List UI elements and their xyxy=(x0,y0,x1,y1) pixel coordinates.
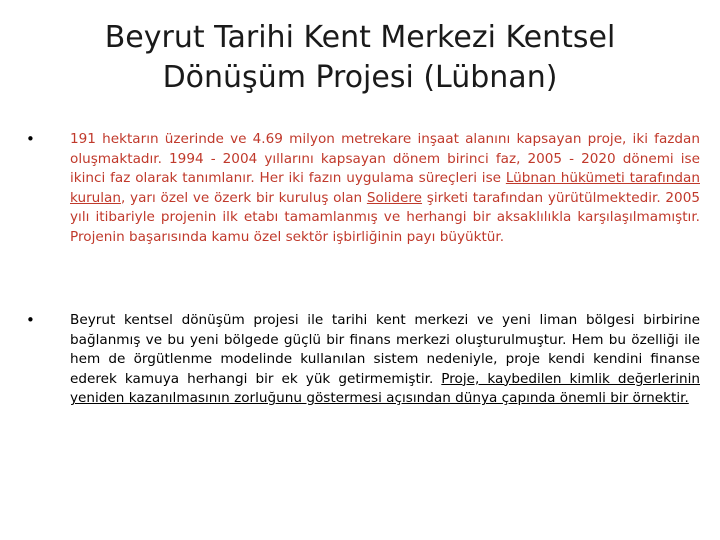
paragraph-text: , yarı özel ve özerk bir kuruluş olan xyxy=(121,189,367,206)
slide-title xyxy=(40,18,680,98)
paragraph-text: şirketi tarafından yürütülmektedir. 2005 yılı itibariyle projenin ilk etabı tamamlanmış ve herhangi bir aksaklılıkla karşılaşılmamıştır. Projenin başarısında kamu özel sektör işbirliğinin payı büyüktür. xyxy=(70,189,700,245)
bullet-item-1 xyxy=(26,130,706,248)
underlined-phrase: Proje, kaybedilen kimlik değerlerinin yeniden kazanılmasının zorluğunu göstermesi açısından dünya çapında önemli bir örnektir. xyxy=(70,370,700,407)
bullet-paragraph-1 xyxy=(70,130,700,248)
bullet-paragraph-2 xyxy=(70,311,700,409)
bullet-item-2 xyxy=(26,311,706,409)
bullet-marker: • xyxy=(26,311,35,329)
slide-title-line-1: Beyrut Tarihi Kent Merkezi Kentsel xyxy=(104,20,616,55)
company-name-link: Solidere xyxy=(366,189,423,206)
bullet-marker: • xyxy=(26,130,35,148)
slide-title-line-2: Dönüşüm Projesi (Lübnan) xyxy=(162,60,558,95)
underlined-phrase: Lübnan hükümeti tarafından kurulan xyxy=(70,170,700,206)
paragraph-text: Beyrut kentsel dönüşüm projesi ile tarihi kent merkezi ve yeni liman bölgesi birbirine bağlanmış ve bu yeni bölgede güçlü bir finans merkezi oluşturulmuştur. Hem bu özelliği ile hem de örgütlenme modelinde kullanılan sistem nedeniyle, proje kendi kendini finanse ederek kamuya herhangi bir ek yük getirmemiştir. xyxy=(70,312,700,387)
paragraph-text: 191 hektarın üzerinde ve 4.69 milyon metrekare inşaat alanını kapsayan proje, iki fazdan oluşmaktadır. 1994 - 2004 yıllarını kapsayan dönem birinci faz, 2005 - 2020 dönemi ise ikinci faz olarak tanımlanır. Her iki fazın uygulama süreçleri ise xyxy=(70,131,700,187)
